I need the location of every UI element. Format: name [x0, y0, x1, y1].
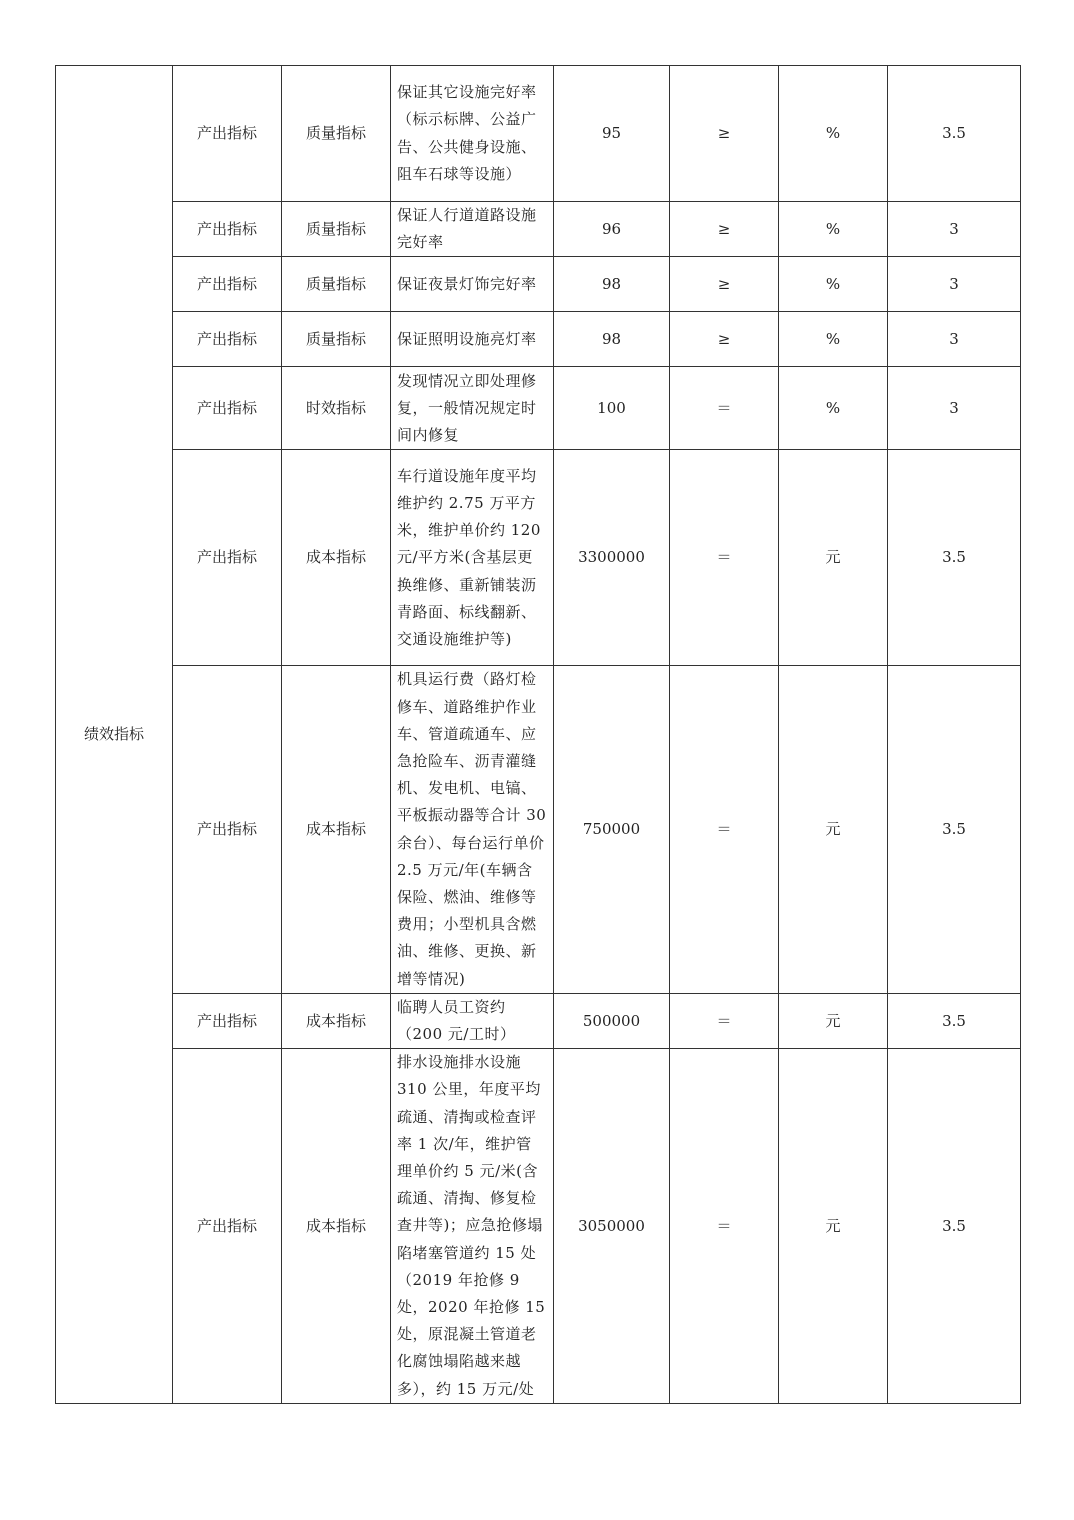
- unit-cell: 元: [779, 450, 888, 666]
- description-cell: 保证其它设施完好率（标示标牌、公益广告、公共健身设施、阻车石球等设施）: [391, 66, 554, 202]
- unit-cell: %: [779, 312, 888, 367]
- level1-cell: 产出指标: [173, 202, 282, 257]
- operator-cell: ＝: [670, 367, 779, 450]
- operator-cell: ＝: [670, 993, 779, 1048]
- description-cell: 保证人行道道路设施完好率: [391, 202, 554, 257]
- operator-cell: ≥: [670, 257, 779, 312]
- value-cell: 100: [554, 367, 670, 450]
- value-cell: 3300000: [554, 450, 670, 666]
- level2-cell: 质量指标: [282, 202, 391, 257]
- unit-cell: 元: [779, 1049, 888, 1404]
- level2-cell: 时效指标: [282, 367, 391, 450]
- description-cell: 临聘人员工资约（200 元/工时）: [391, 993, 554, 1048]
- score-cell: 3.5: [888, 1049, 1021, 1404]
- operator-cell: ＝: [670, 1049, 779, 1404]
- score-cell: 3: [888, 367, 1021, 450]
- level1-cell: 产出指标: [173, 312, 282, 367]
- operator-cell: ≥: [670, 312, 779, 367]
- level2-cell: 成本指标: [282, 666, 391, 993]
- description-cell: 保证夜景灯饰完好率: [391, 257, 554, 312]
- level2-cell: 质量指标: [282, 66, 391, 202]
- level2-cell: 成本指标: [282, 1049, 391, 1404]
- description-cell: 机具运行费（路灯检修车、道路维护作业车、管道疏通车、应急抢险车、沥青灌缝机、发电机、电镐、平板振动器等合计 30 余台）、每台运行单价 2.5 万元/年(车辆含保险、燃油、维修等费用；小型机具含燃油、维修、更换、新增等情况): [391, 666, 554, 993]
- level2-cell: 成本指标: [282, 450, 391, 666]
- operator-cell: ＝: [670, 666, 779, 993]
- score-cell: 3: [888, 312, 1021, 367]
- unit-cell: %: [779, 257, 888, 312]
- table-row: [56, 367, 1021, 450]
- score-cell: 3.5: [888, 993, 1021, 1048]
- level1-cell: 产出指标: [173, 1049, 282, 1404]
- unit-cell: %: [779, 367, 888, 450]
- table-row: [56, 66, 1021, 202]
- operator-cell: ≥: [670, 66, 779, 202]
- table-row: [56, 202, 1021, 257]
- value-cell: 98: [554, 257, 670, 312]
- table-row: [56, 666, 1021, 993]
- level2-cell: 成本指标: [282, 993, 391, 1048]
- group-label-cell: 绩效指标: [56, 66, 173, 1404]
- score-cell: 3: [888, 257, 1021, 312]
- level2-cell: 质量指标: [282, 312, 391, 367]
- description-cell: 保证照明设施亮灯率: [391, 312, 554, 367]
- table-row: [56, 257, 1021, 312]
- description-cell: 发现情况立即处理修复，一般情况规定时间内修复: [391, 367, 554, 450]
- score-cell: 3: [888, 202, 1021, 257]
- unit-cell: %: [779, 66, 888, 202]
- value-cell: 500000: [554, 993, 670, 1048]
- unit-cell: 元: [779, 993, 888, 1048]
- table-row: [56, 1049, 1021, 1404]
- level2-cell: 质量指标: [282, 257, 391, 312]
- level1-cell: 产出指标: [173, 257, 282, 312]
- performance-indicator-table: [55, 65, 1021, 1404]
- unit-cell: %: [779, 202, 888, 257]
- operator-cell: ≥: [670, 202, 779, 257]
- unit-cell: 元: [779, 666, 888, 993]
- value-cell: 95: [554, 66, 670, 202]
- score-cell: 3.5: [888, 450, 1021, 666]
- value-cell: 98: [554, 312, 670, 367]
- value-cell: 750000: [554, 666, 670, 993]
- value-cell: 96: [554, 202, 670, 257]
- level1-cell: 产出指标: [173, 66, 282, 202]
- description-cell: 排水设施排水设施 310 公里，年度平均疏通、清掏或检查评率 1 次/年，维护管理单价约 5 元/米(含疏通、清掏、修复检查井等)；应急抢修塌陷堵塞管道约 15 处（2019 年抢修 9 处，2020 年抢修 15 处，原混凝土管道老化腐蚀塌陷越来越多），约 15 万元/处: [391, 1049, 554, 1404]
- operator-cell: ＝: [670, 450, 779, 666]
- value-cell: 3050000: [554, 1049, 670, 1404]
- table-row: [56, 993, 1021, 1048]
- level1-cell: 产出指标: [173, 367, 282, 450]
- description-cell: 车行道设施年度平均维护约 2.75 万平方米，维护单价约 120 元/平方米(含基层更换维修、重新铺装沥青路面、标线翻新、交通设施维护等): [391, 450, 554, 666]
- score-cell: 3.5: [888, 66, 1021, 202]
- score-cell: 3.5: [888, 666, 1021, 993]
- table-row: [56, 450, 1021, 666]
- table-row: [56, 312, 1021, 367]
- level1-cell: 产出指标: [173, 666, 282, 993]
- level1-cell: 产出指标: [173, 450, 282, 666]
- level1-cell: 产出指标: [173, 993, 282, 1048]
